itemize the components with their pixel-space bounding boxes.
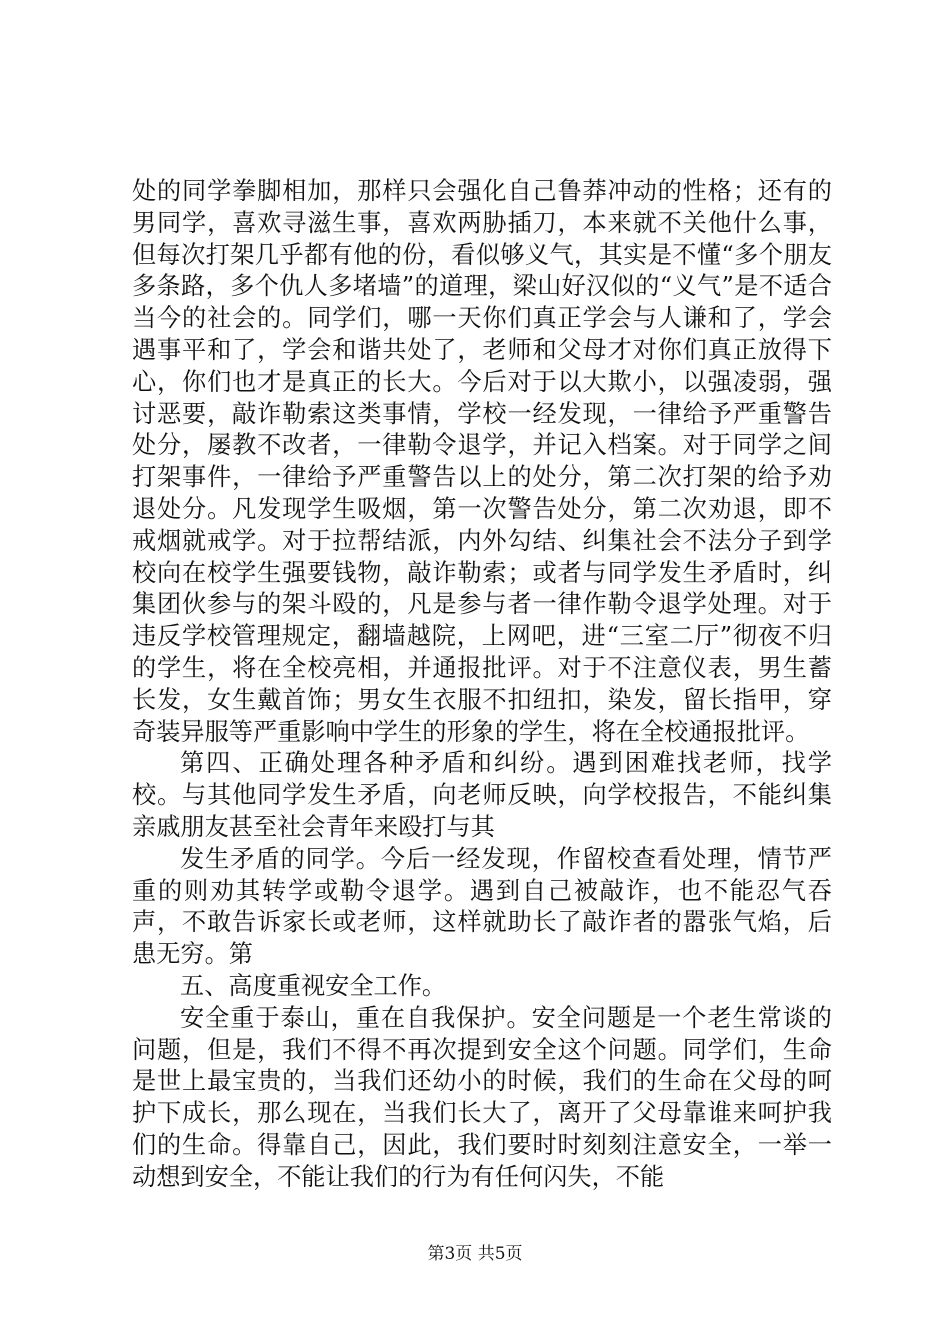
paragraph-discipline-rules: 处的同学拳脚相加，那样只会强化自己鲁莽冲动的性格；还有的男同学，喜欢寻滋生事，喜欢两胁插刀，本来就不关他什么事，但每次打架几乎都有他的份，看似够义气，其实是不懂“多个朋友多条路，多个仇人多堵墙”的道理，梁山好汉似的“义气”是不适合当今的社会的。同学们，哪一天你们真正学会与人谦和了，学会遇事平和了，学会和谐共处了，老师和父母才对你们真正放得下心，你们也才是真正的长大。今后对于以大欺小，以强凌弱，强讨恶要，敲诈勒索这类事情，学校一经发现，一律给予严重警告处分，屡教不改者，一律勒令退学，并记入档案。对于同学之间打架事件，一律给予严重警告以上的处分，第二次打架的给予劝退处分。凡发现学生吸烟，第一次警告处分，第二次劝退，即不戒烟就戒学。对于拉帮结派，内外勾结、纠集社会不法分子到学校向在校学生强要钱物，敲诈勒索；或者与同学发生矛盾时，纠集团伙参与的架斗殴的，凡是参与者一律作勒令退学处理。对于违反学校管理规定，翻墙越院，上网吧，进“三室二厅”彻夜不归的学生，将在全校亮相，并通报批评。对于不注意仪表，男生蓄长发，女生戴首饰；男女生衣服不扣纽扣，染发，留长指甲，穿奇装异服等严重影响中学生的形象的学生，将在全校通报批评。	[132, 177, 832, 746]
page-number-footer: 第3页 共5页	[427, 1244, 523, 1264]
heading-point-five: 五、高度重视安全工作。	[180, 971, 447, 1000]
paragraph-point-four: 第四、正确处理各种矛盾和纠纷。遇到困难找老师，找学校。与其他同学发生矛盾，向老师反映，向学校报告，不能纠集亲戚朋友甚至社会青年来殴打与其	[132, 749, 832, 841]
document-body	[132, 176, 832, 1194]
paragraph-point-four-continued: 发生矛盾的同学。今后一经发现，作留校查看处理，情节严重的则劝其转学或勒令退学。遇到自己被敲诈，也不能忍气吞声，不敢告诉家长或老师，这样就助长了敲诈者的嚣张气焰，后患无穷。第	[132, 844, 832, 969]
paragraph-safety: 安全重于泰山，重在自我保护。安全问题是一个老生常谈的问题，但是，我们不得不再次提到安全这个问题。同学们，生命是世上最宝贵的，当我们还幼小的时候，我们的生命在父母的呵护下成长，那么现在，当我们长大了，离开了父母靠谁来呵护我们的生命。得靠自己，因此，我们要时时刻刻注意安全，一举一动想到安全，不能让我们的行为有任何闪失，不能	[132, 1003, 832, 1191]
